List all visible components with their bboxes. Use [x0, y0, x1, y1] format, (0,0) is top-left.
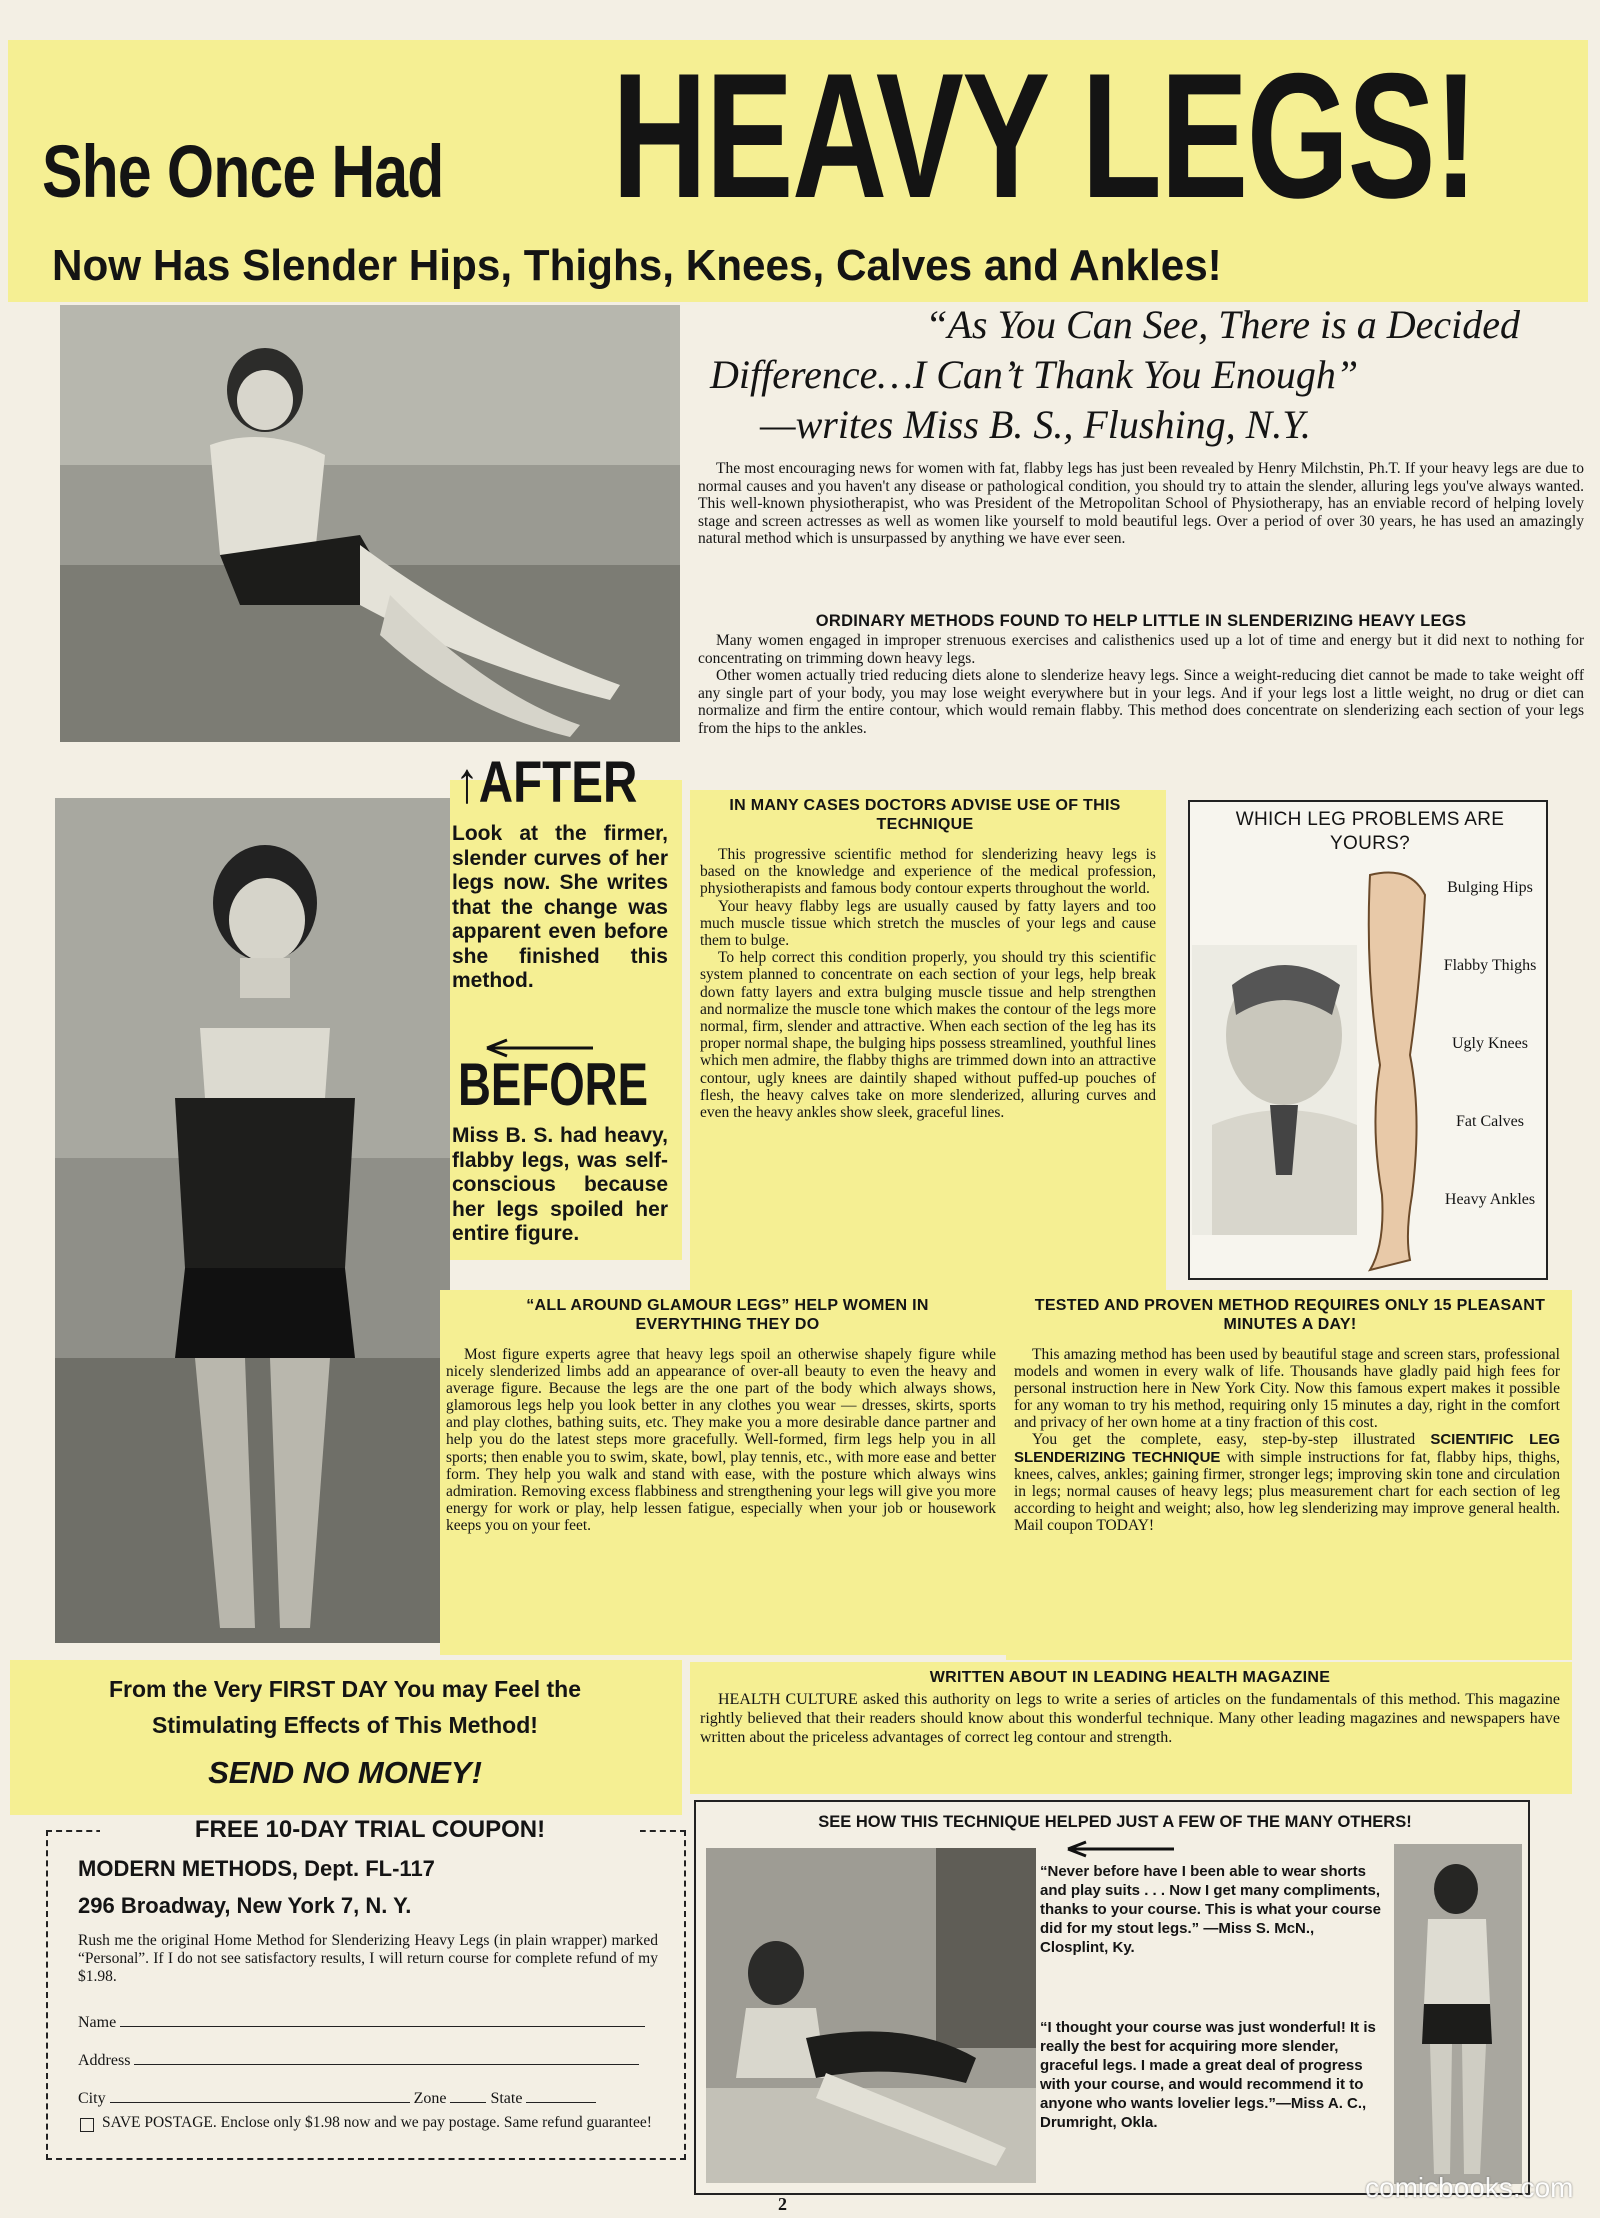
problem-ankles: Heavy Ankles: [1444, 1191, 1536, 1208]
city-label: City: [78, 2090, 106, 2107]
first-day-line-1: From the Very FIRST DAY You may Feel the: [108, 1676, 582, 1702]
coupon-name-row: [78, 2012, 658, 2034]
problem-thighs: Flabby Thighs: [1443, 957, 1537, 974]
coupon-body-text: Rush me the original Home Method for Slenderizing Heavy Legs (in plain wrapper) marked “Personal”. If I do not see satisfactory results, I will return course for complete refund of my $1.98.: [78, 1932, 658, 1985]
quote-line-1: “As You Can See, There is a Decided: [925, 302, 1520, 347]
after-photo: [60, 305, 680, 742]
problem-hips: Bulging Hips: [1447, 879, 1533, 896]
coupon-title: FREE 10-DAY TRIAL COUPON!: [100, 1815, 640, 1845]
coupon-address-row: [78, 2050, 658, 2072]
address-field[interactable]: [134, 2050, 639, 2065]
coupon-company: MODERN METHODS, Dept. FL-117: [78, 1856, 435, 1881]
tested-p2c: with simple instructions for fat, flabby hips, thighs, knees, calves, ankles; gaining firmer, stronger legs; improving skin tone and circulation in legs; normal causes of heavy legs; plus measurement chart for each section of leg according to height and weight; also, how leg slenderizing may improve general health. Mail coupon TODAY!: [1014, 1448, 1560, 1534]
page-number: 2: [778, 2194, 787, 2214]
others-arrow-icon: [1066, 1840, 1176, 1858]
glamour-heading: “ALL AROUND GLAMOUR LEGS” HELP WOMEN IN EVERYTHING THEY DO: [526, 1297, 929, 1333]
glamour-p1: Most figure experts agree that heavy legs spoil an otherwise shapely figure while nicely slenderized limbs add an appearance of over-all beauty to even the heavy and average figure. Because the legs are the one part of the body which always shows, glamorous legs help you look better in any clothes you wear — dresses, skirts, sports and play clothes, bathing suits, etc. They make you a more desirable dance partner and help you do the latest steps more gracefully. Well-formed, firm legs help you in all sports; then enable you to swim, skate, bowl, play tennis, etc., with more ease and better form. They help you walk and stand with ease, with the posture which always wins admiration. Removing excess flabbiness and strengthening your legs will give you more energy for work or play, help lessen fatigue, especially when your job or housework keeps you on your feet.: [446, 1346, 996, 1534]
before-label: BEFORE: [458, 1051, 649, 1118]
tested-p2b: SCIENTIFIC LEG SLENDERIZING TECHNIQUE: [1014, 1431, 1560, 1466]
coupon-city-row: [78, 2088, 658, 2110]
zone-label: Zone: [413, 2090, 447, 2107]
problem-calves: Fat Calves: [1456, 1113, 1524, 1130]
zone-field[interactable]: [450, 2088, 486, 2103]
doctors-p2: Your heavy flabby legs are usually caused by fatty layers and too much muscle tissue which stretch the muscles of your legs and cause them to bulge.: [700, 897, 1156, 950]
tested-p1: This amazing method has been used by beautiful stage and screen stars, professional models and women in every walk of life. Thousands have gladly paid high fees for personal instruction here in New York City. Now this famous expert makes it possible for any woman to try his method, requiring only 15 minutes a day, right in the comfort and privacy of her own home at a tiny fraction of this cost.: [1014, 1346, 1560, 1432]
doctors-body: [700, 846, 1156, 1121]
others-title: SEE HOW THIS TECHNIQUE HELPED JUST A FEW OF THE MANY OTHERS!: [818, 1813, 1412, 1831]
intro-text: The most encouraging news for women with fat, flabby legs has just been revealed by Henry Milchstin, Ph.T. If your heavy legs are due to normal causes and you haven't any disease or pathological condition, you should try to attain the slender, alluring legs you've always wanted. This well-known physiotherapist, who was President of the Metropolitan School of Physiotherapy, has an enviable record of helping lovely stage and screen actresses as well as women like yourself to mold beautiful legs. Over a period of over 30 years, he has used an amazingly natural method which is unsurpassed by anything we have ever seen.: [698, 460, 1584, 548]
doctors-p1: This progressive scientific method for slenderizing heavy legs is based on the knowledge and experience of the medical profession, physiotherapists and famous body contour experts throughout the world.: [700, 846, 1156, 898]
magazine-body: [700, 1690, 1560, 1747]
coupon-address: 296 Broadway, New York 7, N. Y.: [78, 1893, 412, 1918]
after-caption: Look at the firmer, slender curves of her legs now. She writes that the change was apparent even before she finished this method.: [452, 822, 668, 992]
watermark: comicbooks.com: [1365, 2172, 1574, 2203]
before-caption: Miss B. S. had heavy, flabby legs, was self-conscious because her legs spoiled her entire figure.: [452, 1124, 668, 1245]
ordinary-heading: ORDINARY METHODS FOUND TO HELP LITTLE IN SLENDERIZING HEAVY LEGS: [815, 612, 1467, 630]
postage-text: SAVE POSTAGE. Enclose only $1.98 now and we pay postage. Same refund guarantee!: [102, 2114, 652, 2131]
ordinary-p1: Many women engaged in improper strenuous exercises and calisthenics used up a lot of time and energy but it did next to nothing for concentrating on trimming down heavy legs.: [698, 632, 1584, 667]
before-photo: [55, 798, 450, 1643]
postage-checkbox[interactable]: [80, 2118, 94, 2132]
tested-body: [1014, 1346, 1560, 1534]
quote-line-2: Difference…I Can’t Thank You Enough”: [710, 352, 1359, 397]
testimonial-2: “I thought your course was just wonderful! It is really the best for acquiring more slender, graceful legs. I made a great deal of progress with your course, and would recommend it to anyone who wants lovelier legs.”—Miss A. C., Drumright, Okla.: [1040, 2019, 1376, 2131]
tested-p2a: You get the complete, easy, step-by-step illustrated: [1032, 1431, 1416, 1449]
others-photo-1: [706, 1848, 1036, 2183]
headline-sub: Now Has Slender Hips, Thighs, Knees, Calves and Ankles!: [52, 241, 1222, 290]
name-field[interactable]: [120, 2012, 645, 2027]
doctor-portrait: [1192, 945, 1357, 1235]
name-label: Name: [78, 2014, 117, 2031]
magazine-heading: WRITTEN ABOUT IN LEADING HEALTH MAGAZINE: [929, 1669, 1331, 1686]
after-label-text: AFTER: [478, 750, 638, 815]
intro-paragraph: [698, 460, 1584, 548]
magazine-p1: HEALTH CULTURE asked this authority on legs to write a series of articles on the fundamentals of this method. This magazine rightly believed that their readers should know about this wonderful technique. Many other leading magazines and newspapers have written about the priceless advantages of correct leg contour and strength.: [700, 1691, 1560, 1746]
headline-lead: She Once Had: [42, 130, 444, 213]
tested-heading: TESTED AND PROVEN METHOD REQUIRES ONLY 15 PLEASANT MINUTES A DAY!: [1034, 1297, 1546, 1333]
ordinary-p2: Other women actually tried reducing diets alone to slenderize heavy legs. Since a weight-reducing diet cannot be made to take weight off any single part of your body, you may lose weight everywhere but in your legs. And if your legs lost a little weight, no drug or diet can normalize and firm the entire contour, which would remain flabby. This method does concentrate on slenderizing each section of your legs from the hips to the ankles.: [698, 667, 1584, 737]
leg-illustration: [1350, 865, 1440, 1275]
quote-line-3: —writes Miss B. S., Flushing, N.Y.: [760, 402, 1311, 447]
send-no-money: SEND NO MONEY!: [208, 1755, 482, 1790]
first-day-line-2: Stimulating Effects of This Method!: [152, 1712, 538, 1738]
problem-knees: Ugly Knees: [1452, 1035, 1528, 1052]
state-label: State: [490, 2090, 523, 2107]
doctors-heading: IN MANY CASES DOCTORS ADVISE USE OF THIS TECHNIQUE: [729, 797, 1121, 833]
leg-problems-title: WHICH LEG PROBLEMS ARE YOURS?: [1235, 809, 1505, 854]
city-field[interactable]: [110, 2088, 410, 2103]
address-label: Address: [78, 2052, 131, 2069]
state-field[interactable]: [526, 2088, 596, 2103]
glamour-body: [446, 1346, 996, 1534]
up-arrow-icon: ↑: [455, 750, 479, 815]
others-photo-2: [1394, 1844, 1522, 2184]
headline-big: HEAVY LEGS!: [612, 36, 1477, 235]
doctors-p3: To help correct this condition properly, you should try this scientific system planned to concentrate on each section of your legs, help break down fatty layers and extra bulging muscle tissue and help strengthen and normalize the muscle tone which makes the contour of the legs more normal, firm, slender and attractive. When each section of the leg has its proper normal shape, the bulging hips possess streamlined, youthful lines which men admire, the flabby thighs are trimmed down into an attractive contour, ugly knees are daintily shaped without puffed-up pouches of flesh, the heavy calves take on more slenderized, alluring curves and even the heavy ankles show sleek, graceful lines.: [700, 949, 1156, 1122]
testimonial-1: “Never before have I been able to wear shorts and play suits . . . Now I get many compliments, thanks to your course. This is what your course did for my stout legs.” —Miss S. McN., Closplint, Ky.: [1040, 1863, 1381, 1956]
ordinary-body: [698, 632, 1584, 738]
leg-problems-list: [1440, 878, 1540, 1268]
after-label: [455, 752, 637, 814]
